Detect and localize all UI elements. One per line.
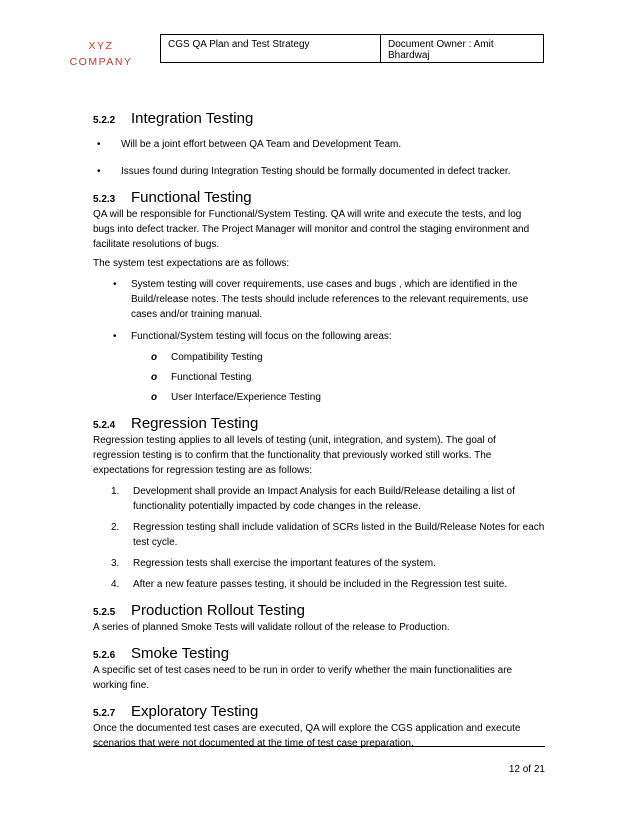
heading-5-2-2: [93, 110, 545, 127]
list-item-text: System testing will cover requirements, use cases and bugs , which are identified in the Build/release notes. The tests should include references to the relevant requirements, use cases and/or training manual.: [131, 279, 529, 320]
section-number: 5.2.4: [93, 420, 116, 431]
heading-5-2-6: [93, 645, 545, 662]
sub-list-item: [151, 390, 545, 405]
list-item: [113, 277, 545, 322]
numbered-item: [111, 556, 545, 571]
list-item-text: Functional/System testing will focus on the following areas:: [131, 331, 392, 342]
numbered-item: [111, 520, 545, 550]
paragraph: The system test expectations are as follows:: [93, 258, 290, 269]
list-item: [93, 164, 545, 179]
logo-line-1: XYZ: [88, 40, 114, 52]
item-number: 3.: [111, 558, 120, 569]
heading-5-2-7: [93, 703, 545, 720]
section-number: 5.2.5: [93, 607, 116, 618]
paragraph: Once the documented test cases are executed, QA will explore the CGS application and execute scenarios that were not documented at the time of test case preparation.: [93, 723, 521, 749]
sub-list-item-text: Functional Testing: [171, 372, 252, 383]
list-item-text: Issues found during Integration Testing should be formally documented in defect tracker.: [121, 166, 511, 177]
section-number: 5.2.2: [93, 115, 116, 126]
section-title: Integration Testing: [131, 110, 254, 127]
paragraph: Regression testing applies to all levels of testing (unit, integration, and system). The goal of regression testing is to confirm that the functionality that previously worked still works. The expectations for regression testing are as follows:: [93, 435, 496, 476]
numbered-item-text: Development shall provide an Impact Analysis for each Build/Release detailing a list of functionality potentially impacted by code changes in the release.: [133, 486, 515, 512]
sub-bullet-icon: o: [151, 372, 158, 383]
heading-5-2-3: [93, 189, 545, 206]
sub-list-item: [151, 350, 545, 365]
numbered-item-text: After a new feature passes testing, it should be included in the Regression test suite.: [133, 579, 508, 590]
heading-5-2-4: [93, 415, 545, 432]
company-logo: [60, 38, 142, 70]
section-number: 5.2.3: [93, 194, 116, 205]
heading-5-2-5: [93, 602, 545, 619]
list-item: [93, 137, 545, 152]
footer-divider: [93, 746, 545, 747]
list-item-text: Will be a joint effort between QA Team and Development Team.: [121, 139, 402, 150]
bullet-icon: •: [113, 331, 117, 342]
section-title: Regression Testing: [131, 415, 259, 432]
item-number: 2.: [111, 522, 120, 533]
item-number: 4.: [111, 579, 120, 590]
paragraph: QA will be responsible for Functional/System Testing. QA will write and execute the tests, and log bugs into defect tracker. The Project Manager will monitor and control the staging environment and facilitate resolutions of bugs.: [93, 209, 530, 250]
bullet-icon: •: [97, 139, 101, 150]
page-number: 12 of 21: [508, 764, 545, 775]
sub-list-item-text: Compatibility Testing: [171, 352, 263, 363]
numbered-item-text: Regression tests shall exercise the important features of the system.: [133, 558, 436, 569]
numbered-item-text: Regression testing shall include validation of SCRs listed in the Build/Release Notes for each test cycle.: [133, 522, 545, 548]
section-number: 5.2.7: [93, 708, 116, 719]
document-body: [93, 106, 545, 751]
bullet-icon: •: [113, 279, 117, 290]
item-number: 1.: [111, 486, 120, 497]
sub-list-item-text: User Interface/Experience Testing: [171, 392, 321, 403]
section-title: Production Rollout Testing: [131, 602, 305, 619]
bullet-icon: •: [97, 166, 101, 177]
paragraph: A specific set of test cases need to be run in order to verify whether the main functionalities are working fine.: [93, 665, 513, 691]
sub-bullet-icon: o: [151, 392, 158, 403]
section-title: Smoke Testing: [131, 645, 230, 662]
sub-bullet-icon: o: [151, 352, 158, 363]
sub-list-item: [151, 370, 545, 385]
section-title: Functional Testing: [131, 189, 252, 206]
logo-line-2: COMPANY: [69, 56, 133, 68]
section-number: 5.2.6: [93, 650, 116, 661]
header-table: [160, 34, 544, 63]
list-item: [113, 329, 545, 344]
numbered-item: [111, 577, 545, 592]
doc-title: CGS QA Plan and Test Strategy: [161, 35, 381, 62]
paragraph: A series of planned Smoke Tests will validate rollout of the release to Production.: [93, 622, 450, 633]
numbered-item: [111, 484, 545, 514]
section-title: Exploratory Testing: [131, 703, 259, 720]
doc-owner: Document Owner : Amit Bhardwaj: [388, 39, 494, 61]
